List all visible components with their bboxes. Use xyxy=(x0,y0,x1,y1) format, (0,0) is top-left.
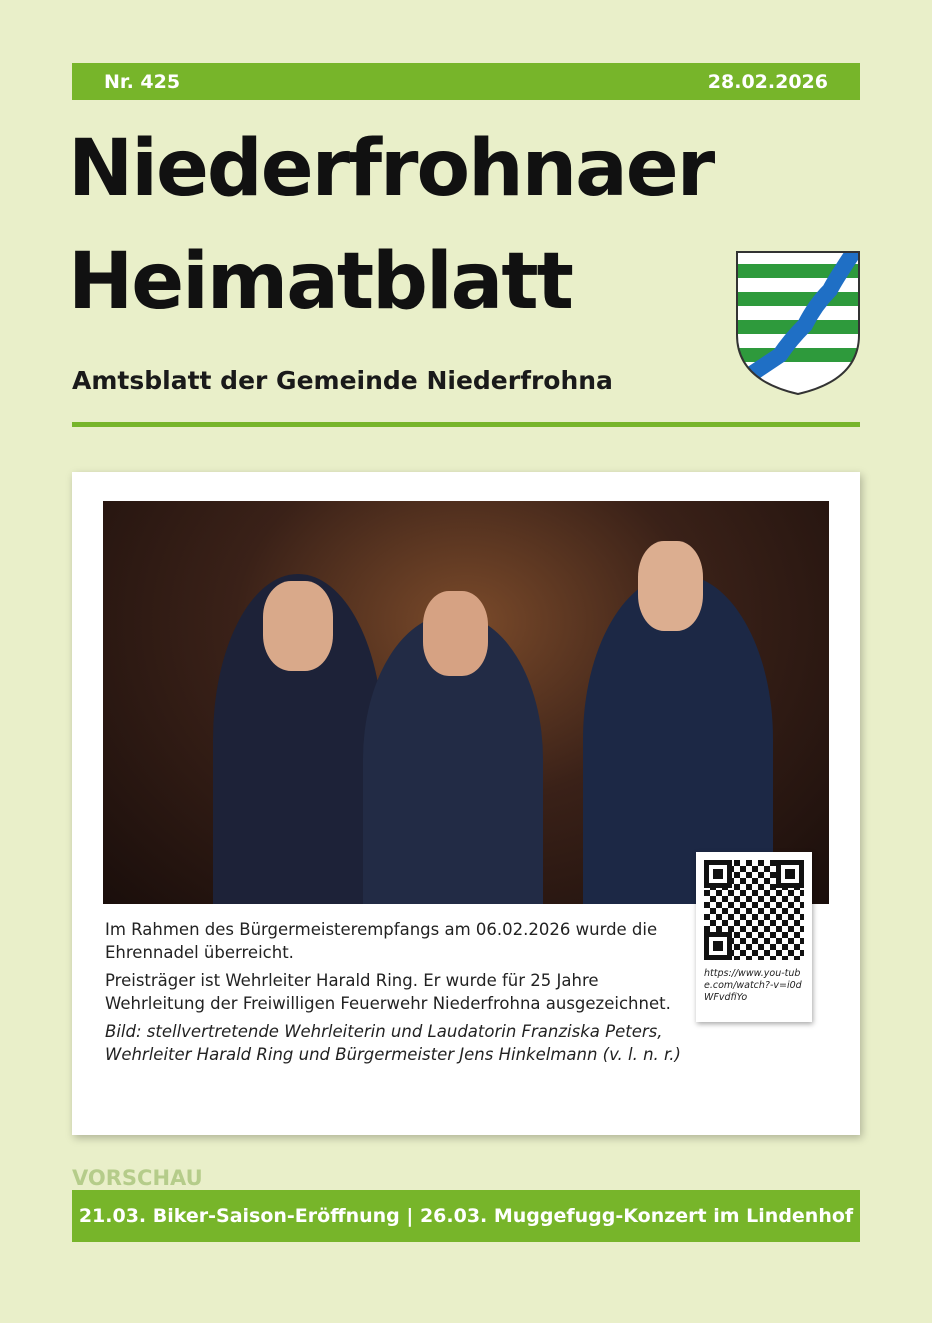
award-photo xyxy=(103,501,829,904)
coat-of-arms-icon xyxy=(735,250,861,396)
caption-text: Im Rahmen des Bürgermeisterempfangs am 06.02.2026 wurde die Ehrennadel überreicht. xyxy=(105,920,658,962)
issue-number: Nr. 425 xyxy=(104,70,181,93)
qr-code-card[interactable] xyxy=(696,852,812,1022)
issue-date: 28.02.2026 xyxy=(707,70,828,93)
photo-credit: Bild: stellvertretende Wehrleiterin und Laudatorin Franziska Peters, Wehrleiter Harald Ring und Bürgermeister Jens Hinkelmann (v. l. n. r.) xyxy=(105,1022,681,1064)
divider xyxy=(72,422,860,427)
masthead-title-line1: Niederfrohnaer xyxy=(68,124,714,214)
masthead-subtitle: Amtsblatt der Gemeinde Niederfrohna xyxy=(72,366,613,395)
preview-bar xyxy=(72,1190,860,1242)
caption xyxy=(105,918,695,1071)
caption-text: Preisträger ist Wehrleiter Harald Ring. Er wurde für 25 Jahre Wehrleitung der Freiwilligen Feuerwehr Niederfrohna ausgezeichnet. xyxy=(105,971,671,1013)
preview-text: 21.03. Biker-Saison-Eröffnung | 26.03. Muggefugg-Konzert im Lindenhof xyxy=(78,1205,854,1227)
preview-label: VORSCHAU xyxy=(72,1166,203,1190)
qr-url[interactable]: https://www.you-tube.com/watch?-v=i0dWFvdfiYo xyxy=(704,968,802,1003)
masthead-title-line2: Heimatblatt xyxy=(68,237,572,327)
qr-code-icon[interactable] xyxy=(704,860,804,960)
issue-bar xyxy=(72,63,860,100)
feature-card xyxy=(72,472,860,1135)
